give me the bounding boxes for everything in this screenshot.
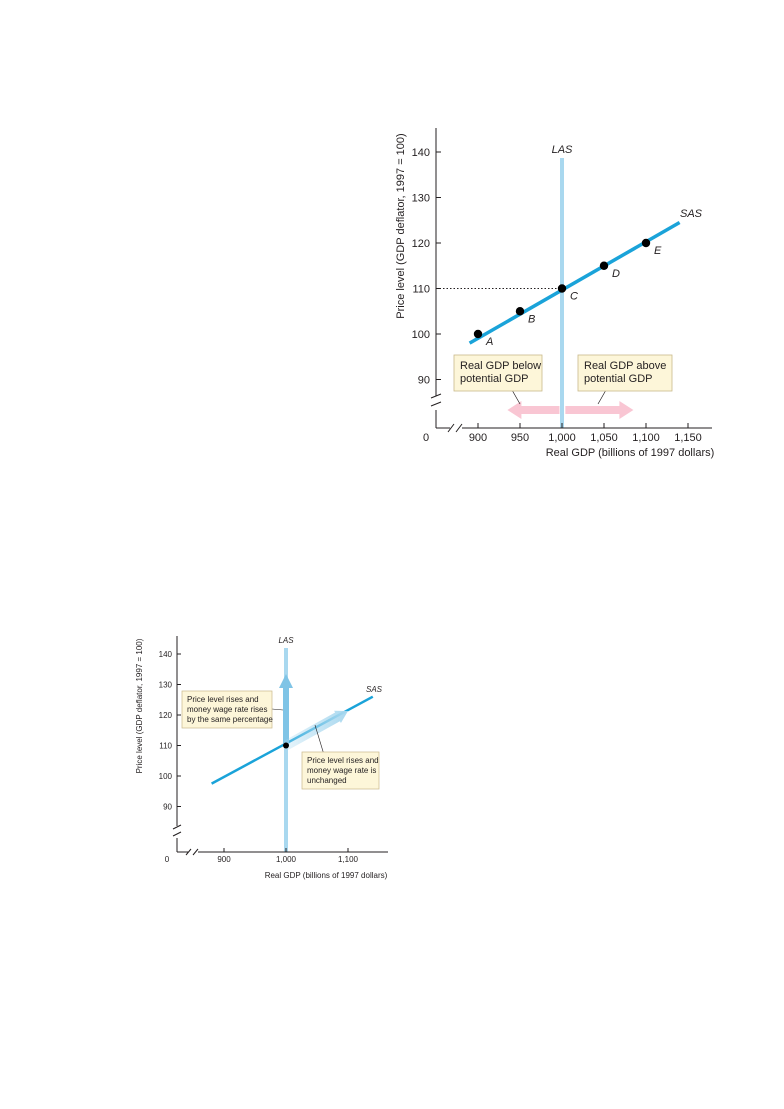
chart-top xyxy=(395,128,714,459)
chart-bottom xyxy=(135,636,388,880)
note-wage-unchanged-text: money wage rate is xyxy=(307,766,377,775)
x-axis-title: Real GDP (billions of 1997 dollars) xyxy=(264,871,388,880)
las-label: LAS xyxy=(551,144,573,156)
y-tick-label: 130 xyxy=(411,192,430,205)
origin-label: 0 xyxy=(422,432,430,444)
y-tick-label: 100 xyxy=(411,329,430,341)
leader-left xyxy=(512,390,520,404)
note-below-potential-text: Real GDP below xyxy=(460,360,542,372)
y-tick-label: 90 xyxy=(163,802,172,812)
arrow-along-sas xyxy=(284,711,348,750)
x-tick-label: 1,150 xyxy=(674,432,702,444)
y-tick-label: 120 xyxy=(411,238,430,250)
point-label-d: D xyxy=(612,267,620,280)
point-a xyxy=(474,330,482,338)
y-tick-label: 100 xyxy=(158,772,172,781)
y-tick-label: 130 xyxy=(158,680,172,690)
point-label-b: B xyxy=(528,313,536,326)
point-label-c: C xyxy=(570,290,578,303)
y-tick-label: 140 xyxy=(158,650,172,659)
note-wage-unchanged-text: Price level rises and xyxy=(307,756,379,765)
las-label: LAS xyxy=(278,636,294,645)
y-axis-title: Price level (GDP deflator, 1997 = 100) xyxy=(395,133,407,319)
y-tick-label: 110 xyxy=(412,283,430,296)
y-tick-label: 90 xyxy=(417,374,430,387)
y-tick-label: 110 xyxy=(159,741,172,751)
x-axis-break xyxy=(448,424,462,432)
point-c xyxy=(283,743,289,749)
point-label-a: A xyxy=(486,336,494,348)
y-tick-label: 120 xyxy=(158,711,172,720)
note-below-potential-text: potential GDP xyxy=(460,373,529,385)
x-tick-label: 1,000 xyxy=(548,432,576,444)
arrow-left xyxy=(507,401,559,419)
note-wage-rises-text: money wage rate rises xyxy=(187,705,268,714)
x-tick-label: 1,000 xyxy=(275,855,297,864)
leader-top xyxy=(272,709,283,710)
note-wage-rises-text: by the same percentage xyxy=(187,715,273,724)
y-axis-break xyxy=(431,394,441,406)
x-tick-label: 950 xyxy=(510,432,530,444)
x-tick-label: 900 xyxy=(468,432,488,444)
y-tick-label: 140 xyxy=(411,147,430,159)
point-c xyxy=(558,284,566,292)
note-above-potential-text: Real GDP above xyxy=(584,360,667,372)
x-tick-label: 900 xyxy=(217,855,231,864)
sas-label: SAS xyxy=(366,685,383,694)
point-d xyxy=(600,262,608,270)
x-tick-label: 1,100 xyxy=(337,855,359,864)
point-label-e: E xyxy=(654,245,662,257)
y-axis-title: Price level (GDP deflator, 1997 = 100) xyxy=(135,638,144,774)
note-above-potential-text: potential GDP xyxy=(584,373,653,385)
point-b xyxy=(516,307,524,315)
note-wage-rises-text: Price level rises and xyxy=(187,695,259,704)
x-tick-label: 1,050 xyxy=(590,432,618,444)
leader-right xyxy=(598,390,606,404)
point-e xyxy=(642,239,650,247)
arrow-right xyxy=(565,401,633,419)
origin-label: 0 xyxy=(164,855,170,864)
note-wage-unchanged-text: unchanged xyxy=(307,776,347,785)
sas-label: SAS xyxy=(680,208,703,220)
x-tick-label: 1,100 xyxy=(632,432,660,444)
y-axis-break xyxy=(173,825,181,836)
x-axis-title: Real GDP (billions of 1997 dollars) xyxy=(545,447,715,459)
